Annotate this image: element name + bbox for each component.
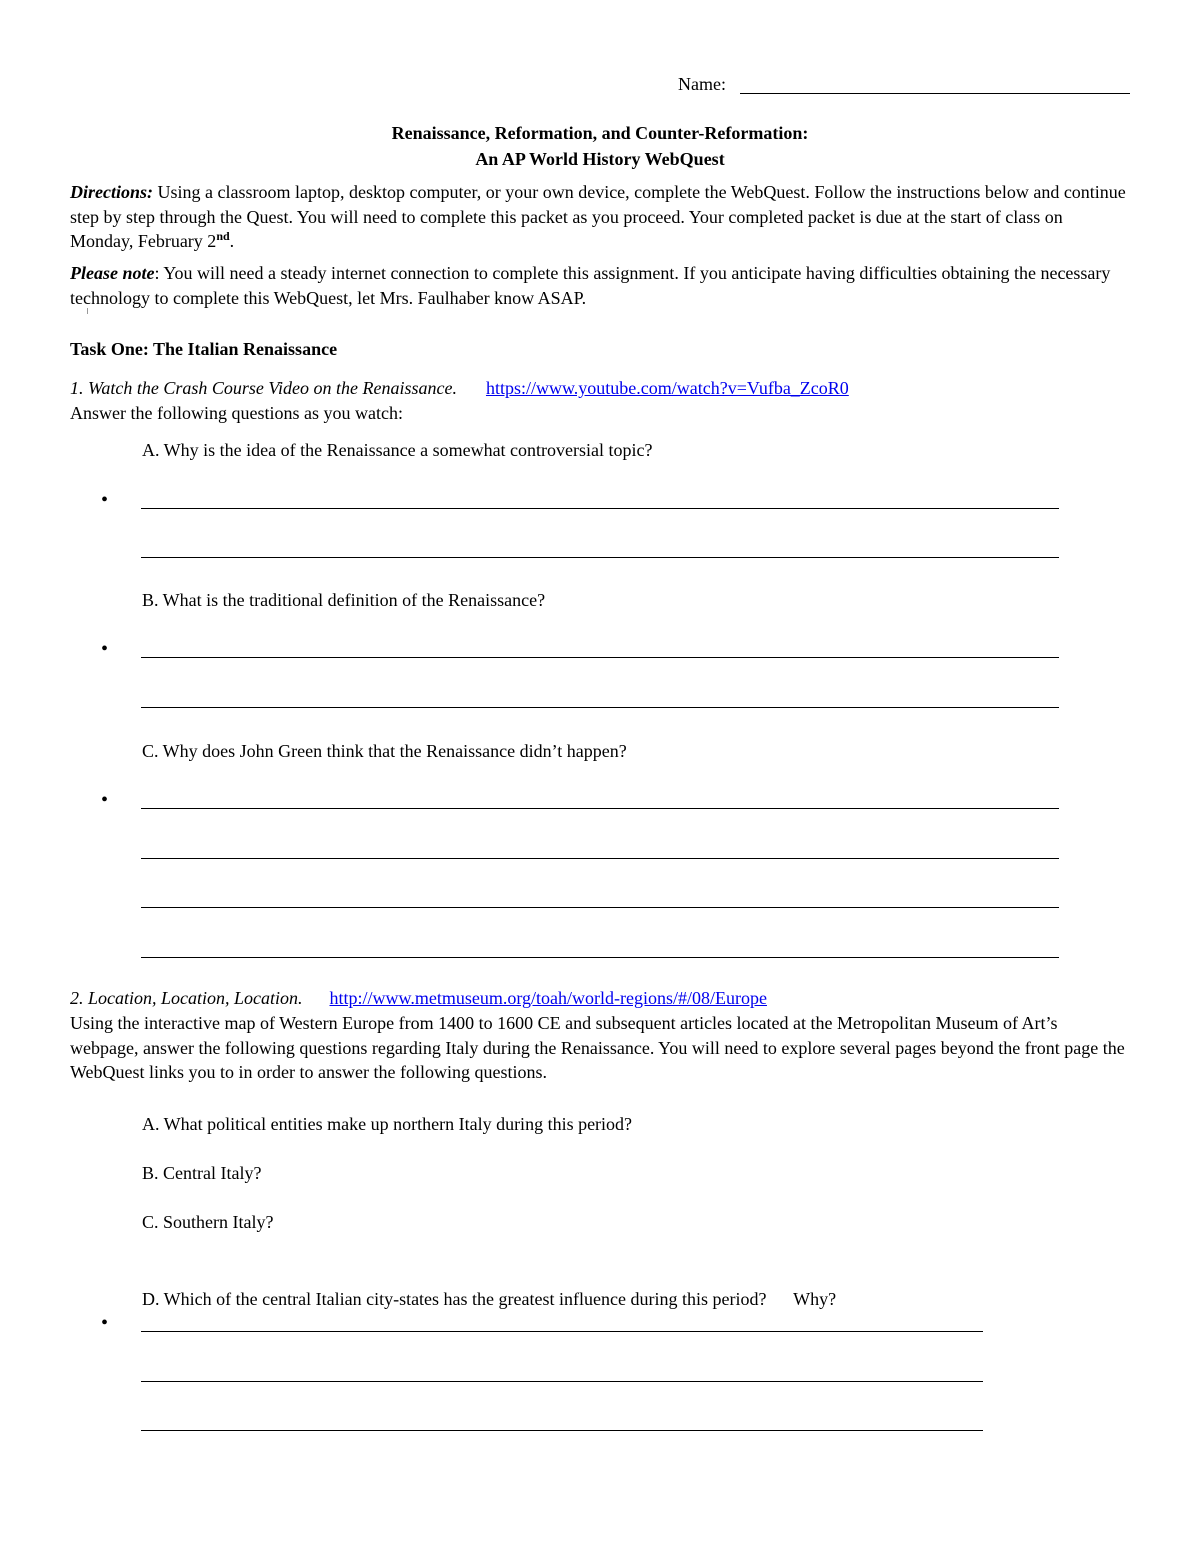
answer-line[interactable]	[141, 808, 1059, 809]
item2-line	[70, 986, 767, 1010]
bullet-icon: •	[101, 638, 109, 660]
bullet-icon: •	[101, 789, 109, 811]
answer-line[interactable]	[141, 1331, 983, 1332]
item2-question-c: C. Southern Italy?	[142, 1212, 274, 1232]
answer-line[interactable]	[141, 508, 1059, 509]
answer-line[interactable]	[141, 957, 1059, 958]
note-text: : You will need a steady internet connection to complete this assignment. If you anticipate having difficulties obtaining the necessary technology to complete this WebQuest, let Mrs. Faulhaber know ASAP.	[70, 263, 1111, 308]
item1-line	[70, 376, 849, 400]
answer-line[interactable]	[141, 1430, 983, 1431]
item1-question-b: B. What is the traditional definition of the Renaissance?	[142, 590, 546, 610]
note-label: Please note	[70, 263, 155, 283]
name-field[interactable]	[740, 93, 1130, 94]
directions-paragraph	[70, 180, 1130, 254]
answer-line[interactable]	[141, 657, 1059, 658]
item1-video-link[interactable]: https://www.youtube.com/watch?v=Vufba_ZcoR0	[485, 378, 849, 398]
item2-label: 2. Location, Location, Location.	[70, 988, 303, 1008]
directions-superscript: nd	[216, 229, 230, 243]
item1-instruction: Answer the following questions as you watch:	[70, 403, 403, 423]
note-paragraph	[70, 261, 1130, 310]
answer-line[interactable]	[141, 707, 1059, 708]
directions-label: Directions:	[70, 182, 153, 202]
item1-question-c: C. Why does John Green think that the Renaissance didn’t happen?	[142, 741, 627, 761]
directions-text: Using a classroom laptop, desktop computer, or your own device, complete the WebQuest. Follow the instructions below and continue step by step through the Quest. You will need to complete this packet as you proceed. Your completed packet is due at the start of class on Monday, February 2	[70, 182, 1126, 251]
item2-museum-link[interactable]: http://www.metmuseum.org/toah/world-regions/#/08/Europe	[329, 988, 767, 1008]
answer-line[interactable]	[141, 1381, 983, 1382]
document-title-line1: Renaissance, Reformation, and Counter-Reformation:	[391, 123, 809, 143]
item2-question-b: B. Central Italy?	[142, 1163, 262, 1183]
name-label: Name:	[678, 74, 726, 94]
item1-label: 1. Watch the Crash Course Video on the Renaissance.	[70, 378, 457, 398]
task-one-heading: Task One: The Italian Renaissance	[70, 339, 338, 359]
bullet-icon: •	[101, 489, 109, 511]
answer-line[interactable]	[141, 907, 1059, 908]
item2-instruction: Using the interactive map of Western Europe from 1400 to 1600 CE and subsequent articles located at the Metropolitan Museum of Art’s webpage, answer the following questions regarding Italy during the Renaissance. You will need to explore several pages beyond the front page the WebQuest links you to in order to answer the following questions.	[70, 1013, 1125, 1082]
answer-line[interactable]	[141, 858, 1059, 859]
directions-end: .	[229, 231, 235, 251]
answer-line[interactable]	[141, 557, 1059, 558]
item2-question-a: A. What political entities make up northern Italy during this period?	[142, 1114, 633, 1134]
item2-question-d: D. Which of the central Italian city-states has the greatest influence during this period? Why?	[142, 1289, 837, 1309]
document-title-line2: An AP World History WebQuest	[475, 149, 725, 169]
item1-question-a: A. Why is the idea of the Renaissance a somewhat controversial topic?	[142, 440, 653, 460]
bullet-icon: •	[101, 1312, 109, 1334]
stray-mark	[87, 308, 88, 314]
